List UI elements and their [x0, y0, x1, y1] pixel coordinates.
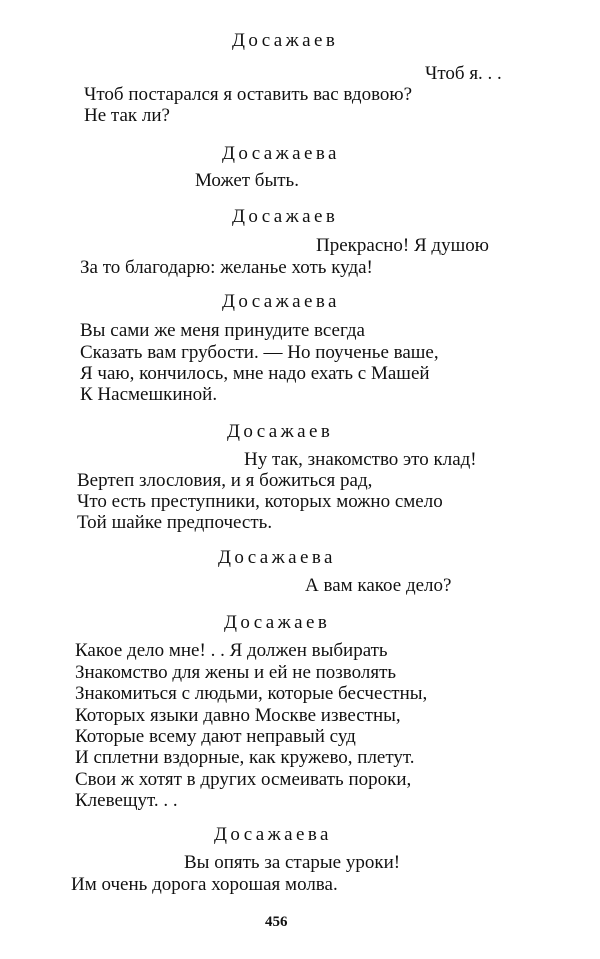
verse-line: И сплетни вздорные, как кружево, плетут.: [75, 747, 415, 768]
verse-line: Какое дело мне! . . Я должен выбирать: [75, 640, 388, 661]
speaker-name: Досажаева: [222, 143, 340, 164]
verse-line: Вы опять за старые уроки!: [184, 852, 401, 873]
verse-line: Им очень дорога хорошая молва.: [71, 874, 338, 895]
verse-line: Я чаю, кончилось, мне надо ехать с Машей: [80, 363, 430, 384]
speaker-name: Досажаева: [222, 291, 340, 312]
verse-line: К Насмешкиной.: [80, 384, 218, 405]
verse-line: Той шайке предпочесть.: [77, 512, 273, 533]
verse-line: Которых языки давно Москве известны,: [75, 705, 401, 726]
verse-line: Может быть.: [195, 170, 299, 191]
verse-line: Чтоб я. . .: [425, 63, 502, 84]
verse-line: Свои ж хотят в других осмеивать пороки,: [75, 769, 412, 790]
speaker-name: Досажаева: [218, 547, 336, 568]
speaker-name: Досажаев: [232, 30, 339, 51]
verse-line: Вертеп злословия, и я божиться рад,: [77, 470, 373, 491]
speaker-name: Досажаев: [224, 612, 331, 633]
verse-line: Знакомиться с людьми, которые бесчестны,: [75, 683, 428, 704]
speaker-name: Досажаев: [227, 421, 334, 442]
verse-line: Вы сами же меня принудите всегда: [80, 320, 365, 341]
verse-line: А вам какое дело?: [305, 575, 452, 596]
verse-line: Чтоб постарался я оставить вас вдовою?: [84, 84, 413, 105]
page-number: 456: [265, 914, 288, 930]
verse-line: Клевещут. . .: [75, 790, 178, 811]
verse-line: Знакомство для жены и ей не позволять: [75, 662, 397, 683]
verse-line: Ну так, знакомство это клад!: [244, 449, 477, 470]
speaker-name: Досажаева: [214, 824, 332, 845]
verse-line: Что есть преступники, которых можно смело: [77, 491, 443, 512]
speaker-name: Досажаев: [232, 206, 339, 227]
verse-line: Которые всему дают неправый суд: [75, 726, 356, 747]
verse-line: Прекрасно! Я душою: [316, 235, 489, 256]
verse-line: За то благодарю: желанье хоть куда!: [80, 257, 373, 278]
verse-line: Не так ли?: [84, 105, 170, 126]
verse-line: Сказать вам грубости. — Но поученье ваше,: [80, 342, 439, 363]
